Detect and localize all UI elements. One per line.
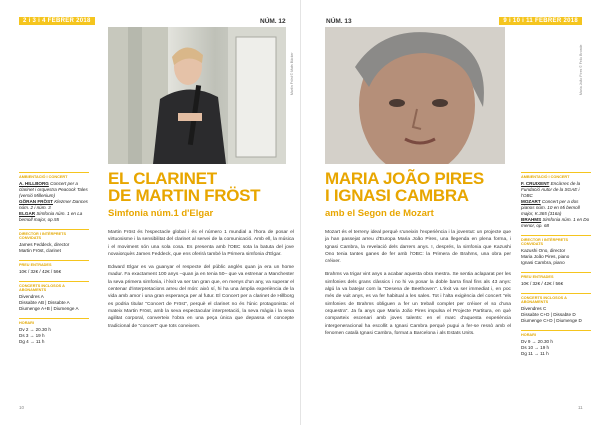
page-number: 10 xyxy=(19,405,25,410)
schedule-line: Dg 11 → 11 h xyxy=(521,351,549,356)
concert-info-sidebar xyxy=(19,172,89,351)
price-section xyxy=(19,260,89,275)
program-item: GÖRAN FRÖST Klezmer Dances núm. 2 i núm. 3 xyxy=(19,199,88,210)
program-item: BRAHMS Simfonia núm. 1 en Do menor, op. 68 xyxy=(521,217,590,228)
direction-heading: DIRECTOR I INTÈRPRETS CONVIDATS xyxy=(19,232,66,240)
martin-frost-photo xyxy=(108,27,286,164)
schedule-heading: HORARI xyxy=(521,333,536,337)
price-section xyxy=(521,272,591,287)
subscription-heading: CONCERTS INCLOSOS A ABONAMENTS xyxy=(521,296,567,304)
article-body xyxy=(108,229,294,336)
subscription-line: Diumenge C+D | Diumenge D xyxy=(521,318,582,323)
subscription-line: Divendres C xyxy=(521,306,547,311)
concert-subtitle: amb el Segon de Mozart xyxy=(325,208,434,219)
schedule-line: Ds 3 → 19 h xyxy=(19,333,45,338)
paragraph: Martin Fröst és l'espectacle global i és el número 1 mundial a l'hora de posar el virtuosisme i la sensibilitat del clarinet al servei de la comunicació. Amb ell, la música i el moviment són una sola cosa. Es presenta amb l'OBC sota la batuta del jove novaiorquès James Feddeck, que ens oferirà també la Primera simfonia d'Elgar. xyxy=(108,230,294,257)
program-section xyxy=(521,172,591,229)
title-line: MARIA JOÃO PIRES xyxy=(325,169,484,188)
direction-section xyxy=(19,229,89,254)
date-pill: 2 i 3 i 4 FEBRER 2018 xyxy=(19,17,95,25)
schedule-line: Dg 4 → 11 h xyxy=(19,339,45,344)
schedule-line: Dv 9 → 20.30 h xyxy=(521,339,553,344)
schedule-heading: HORARI xyxy=(19,321,34,325)
price-heading: PREU ENTRADES xyxy=(19,263,52,267)
performer-line: Ignasi Cambra, piano xyxy=(521,260,565,265)
title-line: DE MARTIN FRÖST xyxy=(108,186,261,205)
subscription-heading: CONCERTS INCLOSOS A ABONAMENTS xyxy=(19,284,65,292)
subscription-section xyxy=(521,293,591,324)
paragraph: Edward Elgar es va guanyar el respecte del públic anglès quan ja era un home madur. Fa exactament 100 anys –quan ja en tenia 50– que va estrenar a Manchester la seva primera simfonia, i l'èxit va ser tan gran que, en menys d'un any, va superar el centenar d'interpretacions arreu del món: això sí, hi ha una àmplia experiència de la vida amb amor i una gran esperança per al futur. El Concert per a clarinet de Hillborg es podria titular "Concert de Fröst", perquè el clarinet no és l'únic protagonista: el mateix Martin Fröst, amb la seva espectacular interpretació, la seva màgia i la seva agilitat corporal, converteix l'obra en una peça única que depassa el concepte tradicional de "concert" que tots coneixem. xyxy=(108,265,294,329)
right-page xyxy=(300,0,600,425)
title-line: I IGNASI CAMBRA xyxy=(325,186,469,205)
direction-section xyxy=(521,235,591,266)
concert-title xyxy=(108,170,298,204)
concert-info-sidebar xyxy=(521,172,591,363)
issue-number: NÚM. 12 xyxy=(260,18,286,25)
photo-credit: Maria João Pires © Felix Broede xyxy=(579,44,583,95)
maria-joao-pires-photo xyxy=(325,27,505,164)
title-line: EL CLARINET xyxy=(108,169,217,188)
schedule-section xyxy=(19,318,89,345)
performer-line: Kazushi Ono, director xyxy=(521,248,566,253)
subscription-line: Dissabte AB | Dissabte A xyxy=(19,300,70,305)
paragraph: Brahms va trigar vint anys a acabar aquesta obra mestra. Se sentia aclaparat per les simfonies dels grans clàssics i no hi va posar la doble barra final fins als 43 anys: algú la va batejar com la "Desena de Beethoven". L'èxit va ser immediat i, en poc més de vuit anys, es va fer habitual a les sales. Tot i l'alta exigència del concert "els simfonies de Brahms obliguen a fer un treball complet per créixer el so d'una orquestra". Ja fa anys que Maria João Pires impulsa el Projecte Partitura, en què comparteix escenari amb joves talents: en el marc d'aquesta experiència intergeneracional ha escollit a Ignasi Cambra perquè pugui a fer-se ressò amb el fenomen català Ignasi Cambra, format a Barcelona i als Estats Units. xyxy=(325,272,511,336)
musician-photo-illustration xyxy=(108,27,286,164)
page-number: 11 xyxy=(578,405,583,410)
subscription-line: Dissabte C+D | Dissabte D xyxy=(521,312,576,317)
program-item: F. CRUIXENT Encàrrec de la Fundació Autor de la SGAE i l'OBC xyxy=(521,181,581,198)
paragraph: Mozart és el terreny ideal perquè s'uneixin l'experiència i la joventut: un projecte que ja han passejat arreu d'Europa Maria João Pires, una llegenda en plena forma, i Ignasi Cambra, la revelació dels darrers anys. I, després, la simfonia que Kazushi Ono tenia tantes ganes de fer amb l'OBC: la Primera de Brahms, una obra per créixer. xyxy=(325,230,511,265)
subscription-line: Divendres A xyxy=(19,294,44,299)
direction-heading: DIRECTOR I INTÈRPRETS CONVIDATS xyxy=(521,238,568,246)
subscription-line: Diumenge A+B | Diumenge A xyxy=(19,306,79,311)
date-pill: 9 i 10 i 11 FEBRER 2018 xyxy=(499,17,582,25)
program-item: A. HILLBORG Concert per a clarinet i orquestra Peacock Tales (versió Millenium) xyxy=(19,181,88,198)
issue-number: NÚM. 13 xyxy=(326,18,352,25)
performer-line: James Feddeck, director xyxy=(19,242,70,247)
pianist-portrait-illustration xyxy=(325,27,505,164)
schedule-line: Ds 10 → 19 h xyxy=(521,345,550,350)
program-heading: AMBIENTACIÓ I CONCERT xyxy=(521,175,570,179)
subscription-section xyxy=(19,281,89,312)
concert-subtitle: Simfonia núm.1 d'Elgar xyxy=(108,208,214,219)
performer-line: Martin Fröst, clarinet xyxy=(19,248,61,253)
program-item: MOZART Concert per a dos pianos núm. 10 en Mi bemoll major, K.365 (316a) xyxy=(521,199,580,216)
program-section xyxy=(19,172,89,223)
photo-credit: Martin Fröst © Mats Bäcker xyxy=(290,52,294,95)
price-value: 10€ / 32€ / 42€ / 56€ xyxy=(19,269,62,274)
concert-title xyxy=(325,170,515,204)
schedule-line: Dv 2 → 20.30 h xyxy=(19,327,51,332)
schedule-section xyxy=(521,330,591,357)
price-heading: PREU ENTRADES xyxy=(521,275,554,279)
article-body xyxy=(325,229,511,343)
program-heading: AMBIENTACIÓ I CONCERT xyxy=(19,175,68,179)
price-value: 10€ / 32€ / 42€ / 56€ xyxy=(521,281,564,286)
program-item: ELGAR Simfonia núm. 1 en La bemoll major, op.55 xyxy=(19,211,83,222)
performer-line: Maria João Pires, piano xyxy=(521,254,570,259)
